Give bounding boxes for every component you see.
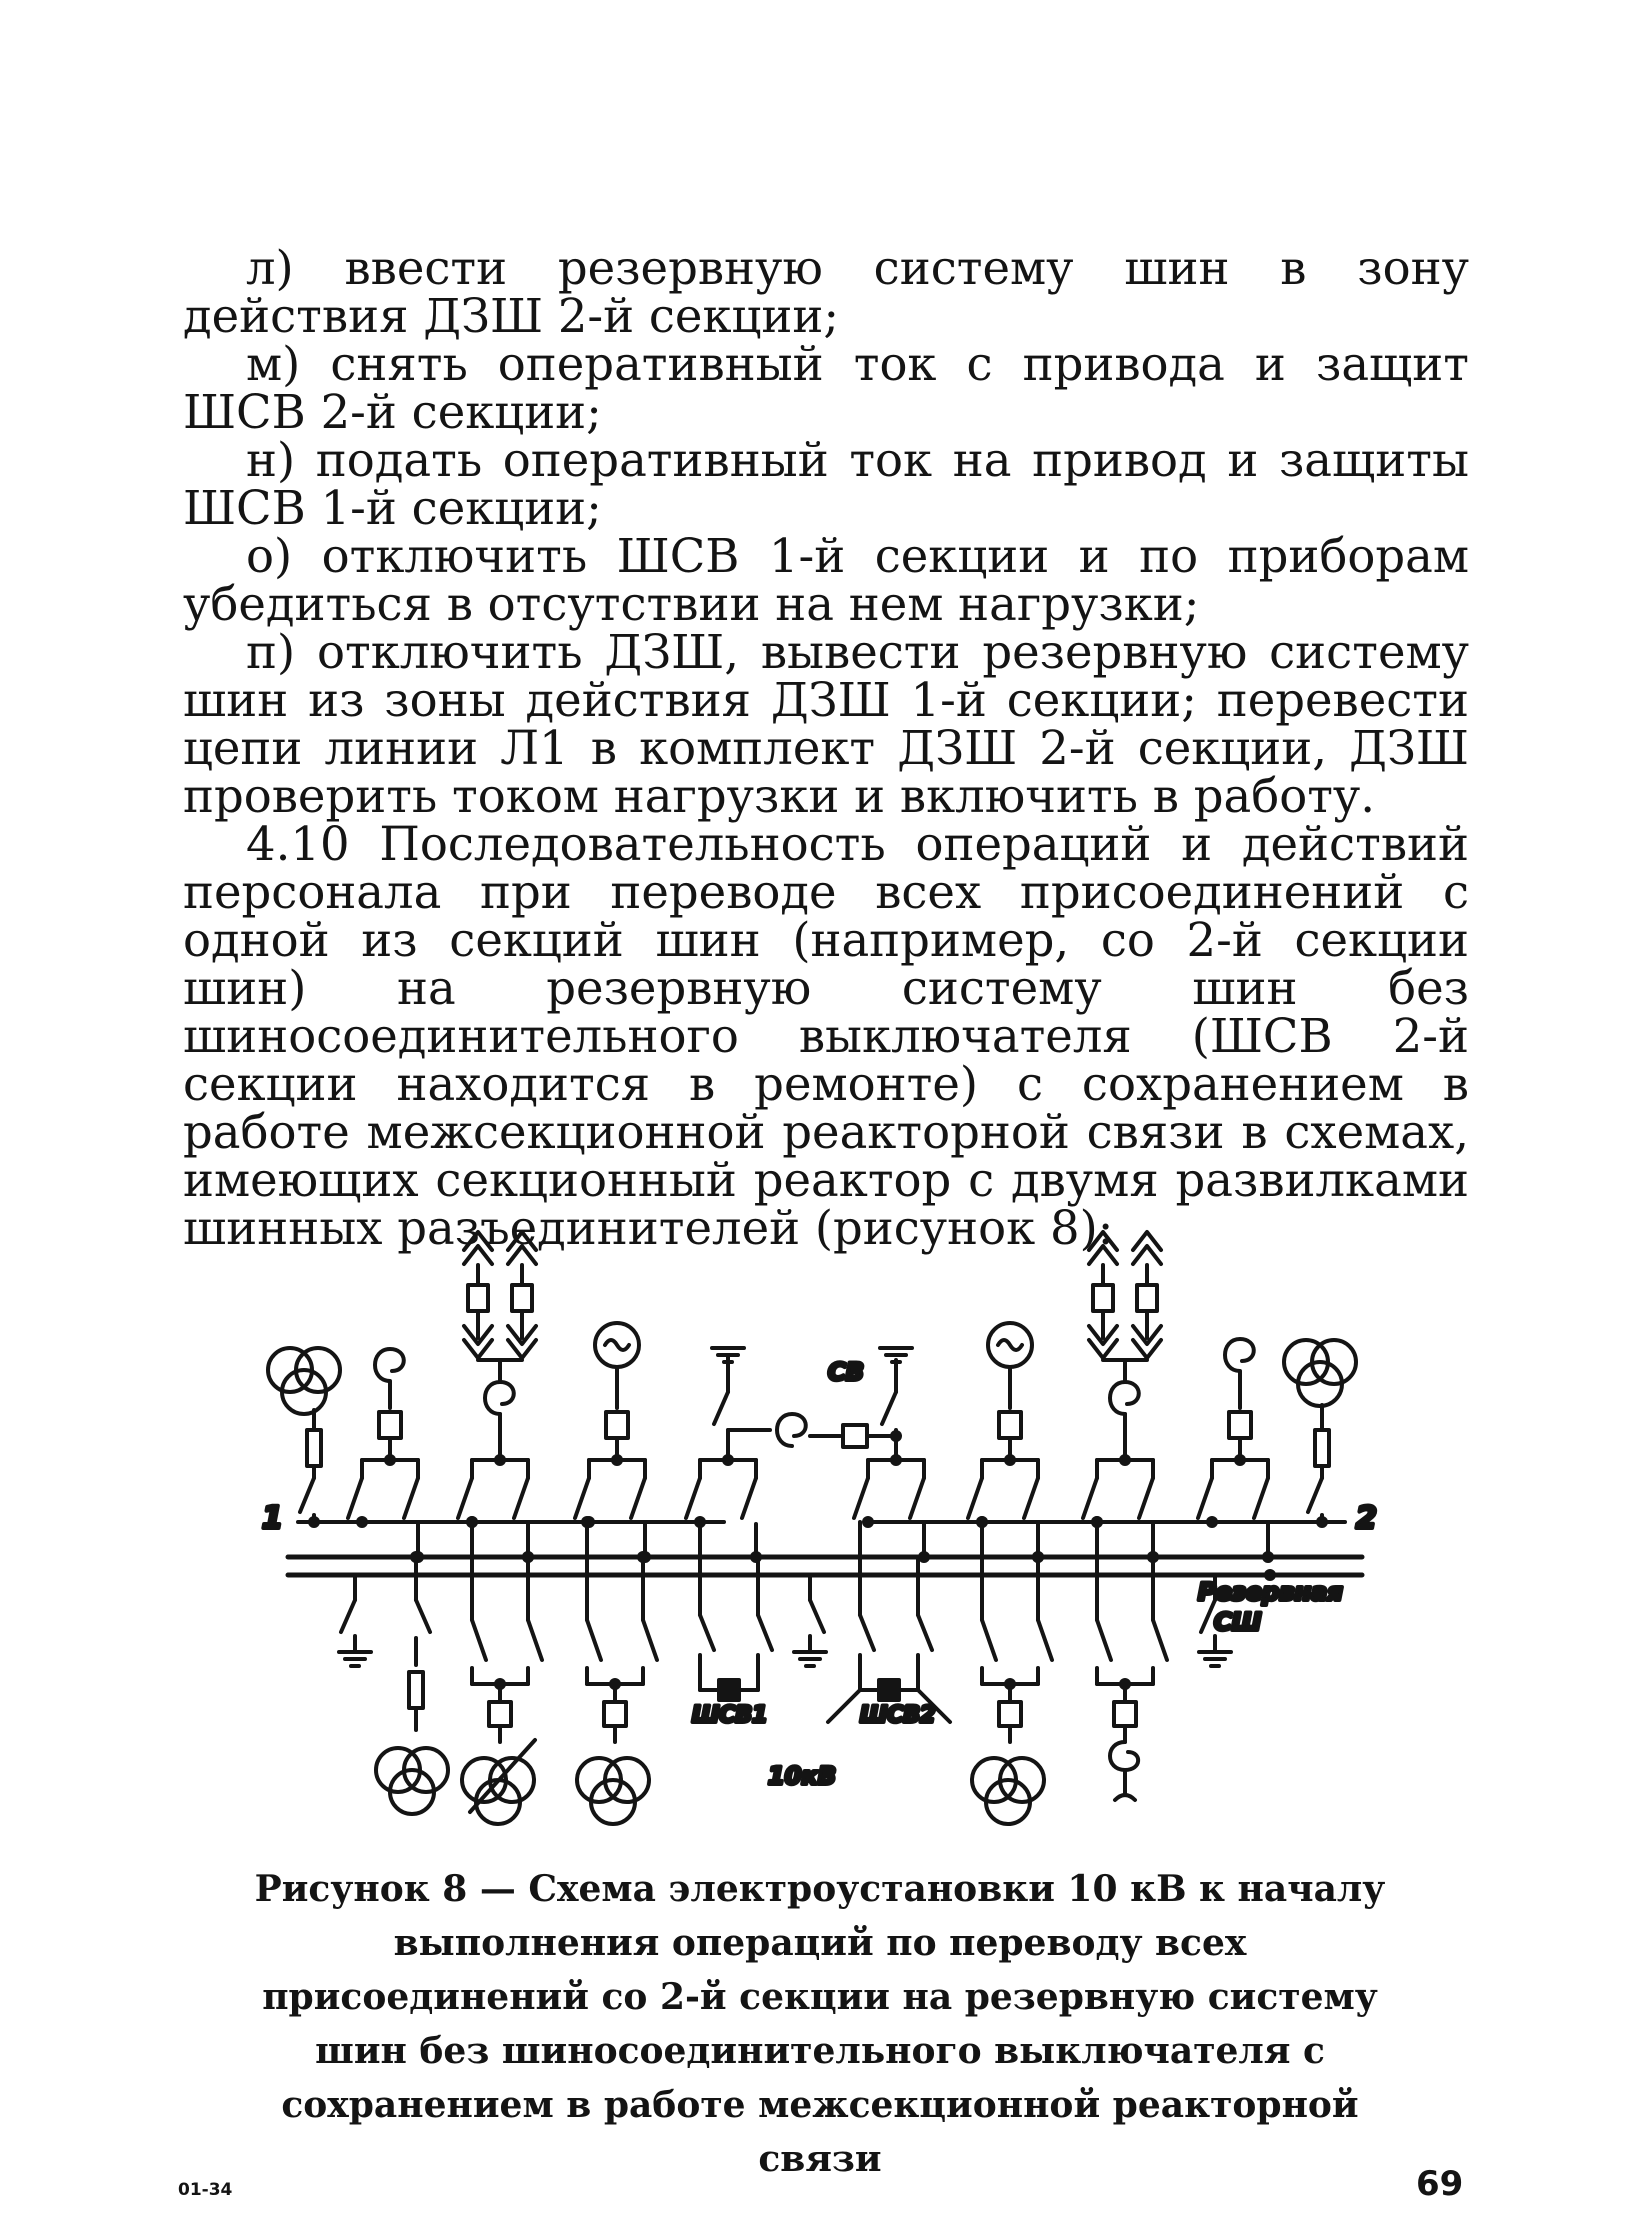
breaker-symbol [1229,1412,1251,1438]
disconnector-blade [1198,1478,1212,1518]
breaker-symbol [1093,1285,1113,1311]
disconnector-blade [348,1478,362,1518]
reactor-icon [375,1349,404,1381]
disconnector-blade [1024,1478,1038,1518]
reserve-bus-label-2: СШ [1214,1608,1262,1636]
disconnector-blade [758,1615,772,1650]
generator-wave [998,1340,1022,1350]
disconnector-blade [700,1615,714,1650]
junction-dot [1206,1516,1218,1528]
disconnector-blade [1153,1620,1167,1660]
diagram-elements [268,1232,1356,1824]
paragraph-p: п) отключить ДЗШ, вывести резервную систему шин из зоны действия ДЗШ 1-й секции; перевести цепи линии Л1 в комплект ДЗШ 2-й секции, ДЗШ проверить током нагрузки и включить в работу. [183,625,1469,823]
breaker-symbol [1137,1285,1157,1311]
breaker-symbol [379,1412,401,1438]
breaker-symbol [512,1285,532,1311]
junction-dot [410,1551,422,1563]
cable-end-icon [508,1246,536,1264]
disconnector-blade [643,1620,657,1660]
bus-coupler-2-breaker [879,1680,899,1700]
paragraph-l: л) ввести резервную систему шин в зону действия ДЗШ 2-й секции; [183,241,1469,343]
disconnector-blade [918,1615,932,1650]
bus1-label: 1 [262,1501,283,1536]
disconnector-blade [631,1478,645,1518]
cable-end-icon [1133,1246,1161,1264]
disconnector-blade [1254,1478,1268,1518]
disconnector-blade [742,1478,756,1518]
junction-dot [1147,1551,1159,1563]
disconnector-blade [341,1600,355,1632]
disconnector-blade [1139,1478,1153,1518]
paragraph-o: о) отключить ШСВ 1-й секции и по приборам убедиться в отсутствии на нем нагрузки; [183,529,1469,631]
disconnector-blade [686,1478,700,1518]
junction-dot [862,1516,874,1528]
busbars [288,1522,1362,1575]
disconnector-blade [882,1392,896,1424]
voltage-label: 10кВ [768,1762,836,1790]
disconnector-blade [575,1478,589,1518]
bus-coupler-1-label: ШСВ1 [692,1703,768,1728]
junction-dot [522,1551,534,1563]
junction-dot [637,1551,649,1563]
fuse-icon [1315,1430,1329,1466]
portable-ground [828,1690,860,1722]
reactor-icon [1225,1339,1254,1371]
disconnector-blade [458,1478,472,1518]
disconnector-blade [854,1478,868,1518]
disconnector-blade [810,1600,824,1632]
reactor-icon [1110,1742,1138,1770]
footer-code: 01-34 [178,2180,233,2200]
breaker-symbol [489,1702,511,1726]
disconnector-blade [968,1478,982,1518]
junction-dot [308,1516,320,1528]
breaker-symbol [604,1702,626,1726]
disconnector-blade [860,1615,874,1650]
disconnector-blade [472,1620,486,1660]
sectional-breaker-label: СВ [828,1358,864,1386]
paragraph-4-10: 4.10 Последовательность операций и действий персонала при переводе всех присоединений с одной из секций шин (например, со 2-й секции шин) на резервную систему шин без шиносоединительного выключателя (ШСВ 2-й секции находится в ремонте) с сохранением в работе межсекционной реакторной связи в схемах, имеющих секционный реактор с двумя развилками шинных разъединителей (рисунок 8): [183,817,1469,1255]
breaker-symbol [1114,1702,1136,1726]
bus-coupler-2-label: ШСВ2 [860,1703,936,1728]
reserve-bus-label: Резервная [1198,1578,1343,1606]
disconnector-blade [404,1478,418,1518]
sectional-breaker-icon [843,1425,867,1447]
disconnector-blade [528,1620,542,1660]
fuse-icon [307,1430,321,1466]
disconnector-blade [416,1600,430,1632]
disconnector-blade [1083,1478,1097,1518]
reactor-icon [1110,1382,1139,1414]
page-number: 69 [1416,2164,1464,2204]
fuse-icon [409,1672,423,1708]
junction-dot [1262,1551,1274,1563]
bus-coupler-1-breaker [719,1680,739,1700]
bus2-label: 2 [1356,1501,1377,1536]
junction-dot [1091,1516,1103,1528]
disconnector-blade [1308,1478,1322,1512]
reactor-icon [777,1414,806,1446]
reactor-icon [485,1382,514,1414]
junction-dot [356,1516,368,1528]
disconnector-blade [1038,1620,1052,1660]
junction-dot [581,1516,593,1528]
cable-end-icon [1115,1795,1135,1800]
breaker-symbol [468,1285,488,1311]
breaker-symbol [606,1412,628,1438]
disconnector-blade [514,1478,528,1518]
disconnector-blade [910,1478,924,1518]
disconnector-blade [300,1478,314,1512]
breaker-symbol [999,1412,1021,1438]
paragraph-m: м) снять оперативный ток с привода и защит ШСВ 2-й секции; [183,337,1469,439]
junction-dot [976,1516,988,1528]
generator-wave [605,1340,629,1350]
disconnector-blade [1097,1620,1111,1660]
disconnector-blade [714,1392,728,1424]
disconnector-blade [982,1620,996,1660]
junction-dot [1316,1516,1328,1528]
junction-dot [1032,1551,1044,1563]
junction-dot [466,1516,478,1528]
cable-end-icon [464,1246,492,1264]
figure-caption: Рисунок 8 — Схема электроустановки 10 кВ к началу выполнения операций по переводу всех присоединений со 2-й секции на резервную систему шин без шиносоединительного выключателя с сохранением в работе межсекционной реакторной связи [254,1868,1386,2180]
paragraph-n: н) подать оперативный ток на привод и защиты ШСВ 1-й секции; [183,433,1469,535]
disconnector-blade [587,1620,601,1660]
breaker-symbol [999,1702,1021,1726]
cable-end-icon [1089,1246,1117,1264]
